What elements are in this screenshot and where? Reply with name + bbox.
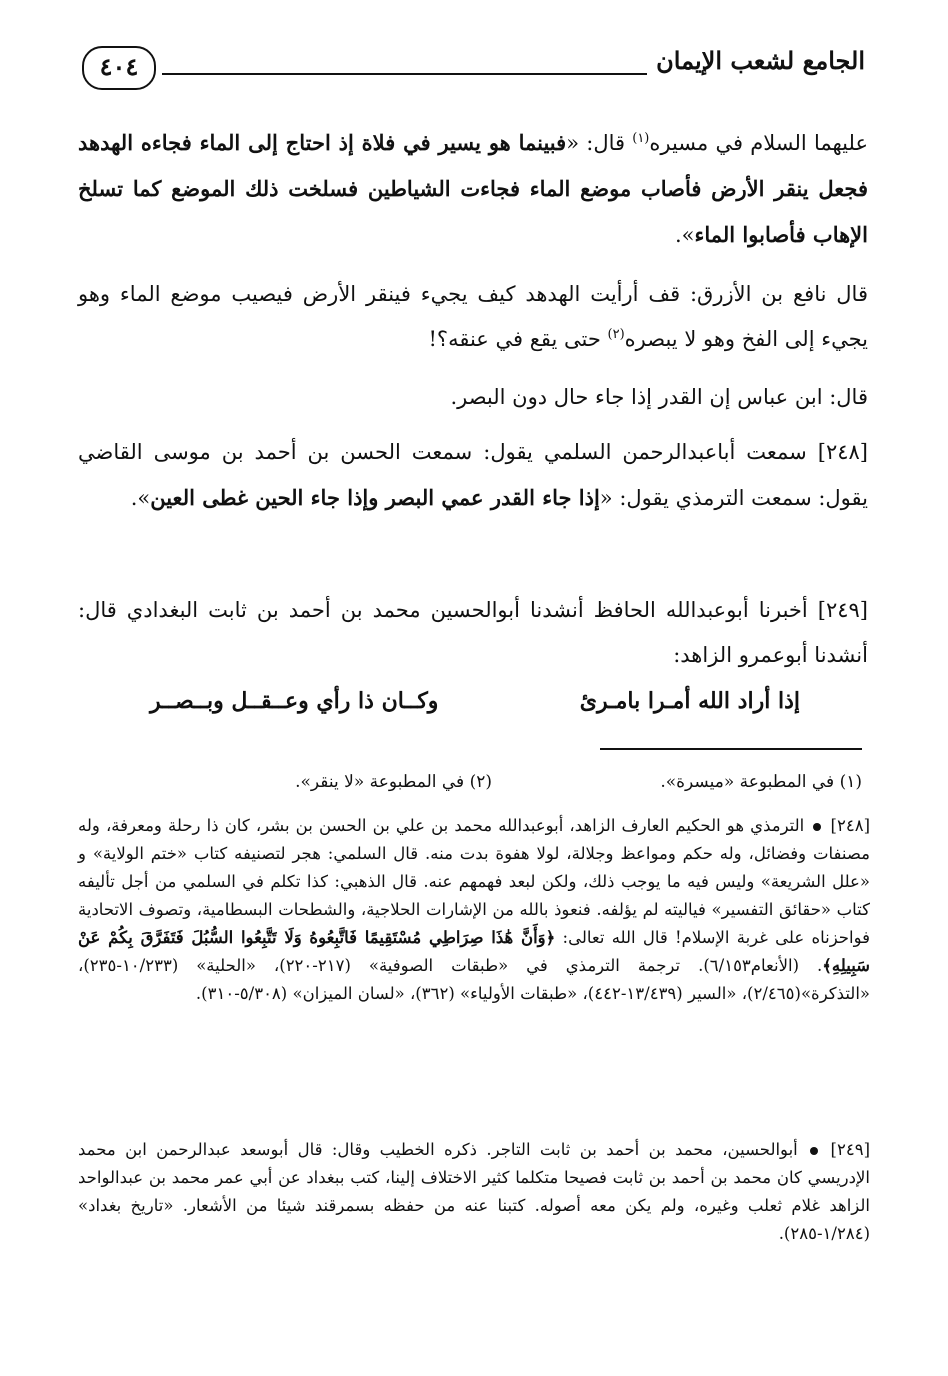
page-number: ٤٠٤ [82, 46, 156, 90]
poem-hemistich-1: إذا أراد الله أمـرا بامـرئ [579, 688, 800, 714]
paragraph-5 [78, 588, 868, 678]
note-249-text: أبوالحسين، محمد بن أحمد بن ثابت التاجر. ذكره الخطيب وقال: قال أبوسعد عبدالرحمن ابن محمد الإدريسي كان محمد بن أحمد بن ثابت فصيحا متكلما كثير الاختلاف إلينا، كتب ببغداد عن أبي عمر محمد بن عبدالواحد الزاهد غلام ثعلب وغيره، ولم يكن معه أصوله. كتبنا عنه من حفظه بسمرقند شيئا من الأشعار. «تاريخ بغداد» (١/٢٨٤-٢٨٥). [78, 1140, 870, 1243]
note-249-label: [٢٤٩] [830, 1140, 871, 1159]
paragraph-1 [78, 120, 868, 258]
book-title: الجامع لشعب الإيمان [656, 46, 865, 75]
footnote-ref-2: (٢) [607, 327, 625, 342]
note-248-text: الترمذي هو الحكيم العارف الزاهد، أبوعبدالله محمد بن علي بن الحسن بن بشر، كان ذا رحلة ومعرفة، وله مصنفات وفضائل، وله حكم ومواعظ وجلالة، لولا هفوة بدت منه. قال السلمي: هجر لتصنيفه كتاب «ختم الولاية» و «علل الشريعة» وليس فيه ما يوجب ذلك، ولكن لبعد فهمهم عنه. قال الذهبي: كذا تكلم في السلمي من أجل تأليفه كتاب «حقائق التفسير» فياليته لم يؤلفه. فنعوذ بالله من الإشارات الحلاجية، والشطحات البسطامية، وتصوف الاتحادية فواحزناه على غربة الإسلام! قال الله تعالى: [78, 816, 871, 947]
note-248-label: [٢٤٨] [830, 816, 871, 835]
footnotes-short [200, 772, 862, 802]
poem-hemistich-2: وكــان ذا رأي وعــقــل وبــصــر [150, 688, 439, 714]
note-248-quran-verse: ﴿وَأَنَّ هَٰذَا صِرَاطِي مُسْتَقِيمًا فَاتَّبِعُوهُ وَلَا تَتَّبِعُوا السُّبُلَ فَتَفَرَّقَ بِكُمْ عَنْ سَبِيلِهِ﴾ [78, 928, 871, 975]
footnote-2: (٢) في المطبوعة «لا ينقر». [295, 772, 492, 792]
note-248 [78, 812, 870, 1008]
note-248-sources: . (الأنعام٦/١٥٣). ترجمة الترمذي في «طبقات الصوفية» (٢١٧-٢٢٠)، «الحلية» (١٠/٢٣٣-٢٣٥)، «التذكرة»(٢/٤٦٥)، «السير (١٣/٤٣٩-٤٤٢)، «طبقات الأولياء» (٣٦٢)، «لسان الميزان» (٥/٣٠٨-٣١٠). [78, 956, 870, 1003]
p1-hadith-quote: فبينما هو يسير في فلاة إذ احتاج إلى الماء فجاءه الهدهد فجعل ينقر الأرض فأصاب موضع الماء فجاءت الشياطين فسلخت ذلك الموضع كما تسلخ الإهاب فأصابوا الماء [78, 130, 868, 247]
note-249 [78, 1136, 870, 1248]
poem-verse [150, 688, 800, 728]
p2-text-b: حتى يقع في عنقه؟! [428, 327, 608, 351]
paragraph-3 [78, 375, 868, 420]
p4-text-c: ». [130, 486, 151, 510]
footnote-ref-1: (١) [632, 131, 650, 146]
paragraph-4 [78, 430, 868, 521]
p4-saying-quote: إذا جاء القدر عمي البصر وإذا جاء الحين غطى العين [150, 485, 600, 510]
p2-text-a: قال نافع بن الأزرق: قف أرأيت الهدهد كيف يجيء فينقر الأرض فيصيب موضع الماء وهو يجيء إلى الفخ وهو لا يبصره [78, 282, 868, 351]
p3-text: قال: ابن عباس إن القدر إذا جاء حال دون البصر. [450, 385, 868, 409]
p1-text-a: عليهما السلام في مسيره [649, 131, 868, 155]
footnote-1: (١) في المطبوعة «ميسرة». [660, 772, 862, 792]
header-rule [162, 73, 647, 75]
footnote-separator [600, 748, 862, 750]
p4-text-a: [٢٤٨] سمعت أباعبدالرحمن السلمي يقول: سمعت الحسن بن أحمد بن موسى القاضي يقول: سمعت الترمذي يقول: « [78, 440, 868, 510]
p1-text-c: ». [674, 223, 695, 247]
p1-text-b: قال: « [566, 131, 633, 155]
paragraph-2 [78, 272, 868, 362]
running-header [70, 38, 865, 96]
p5-text: [٢٤٩] أخبرنا أبوعبدالله الحافظ أنشدنا أبوالحسين محمد بن أحمد بن ثابت البغدادي قال: أنشدنا أبوعمرو الزاهد: [78, 598, 868, 667]
bullet-icon [810, 1147, 818, 1155]
bullet-icon [813, 823, 821, 831]
